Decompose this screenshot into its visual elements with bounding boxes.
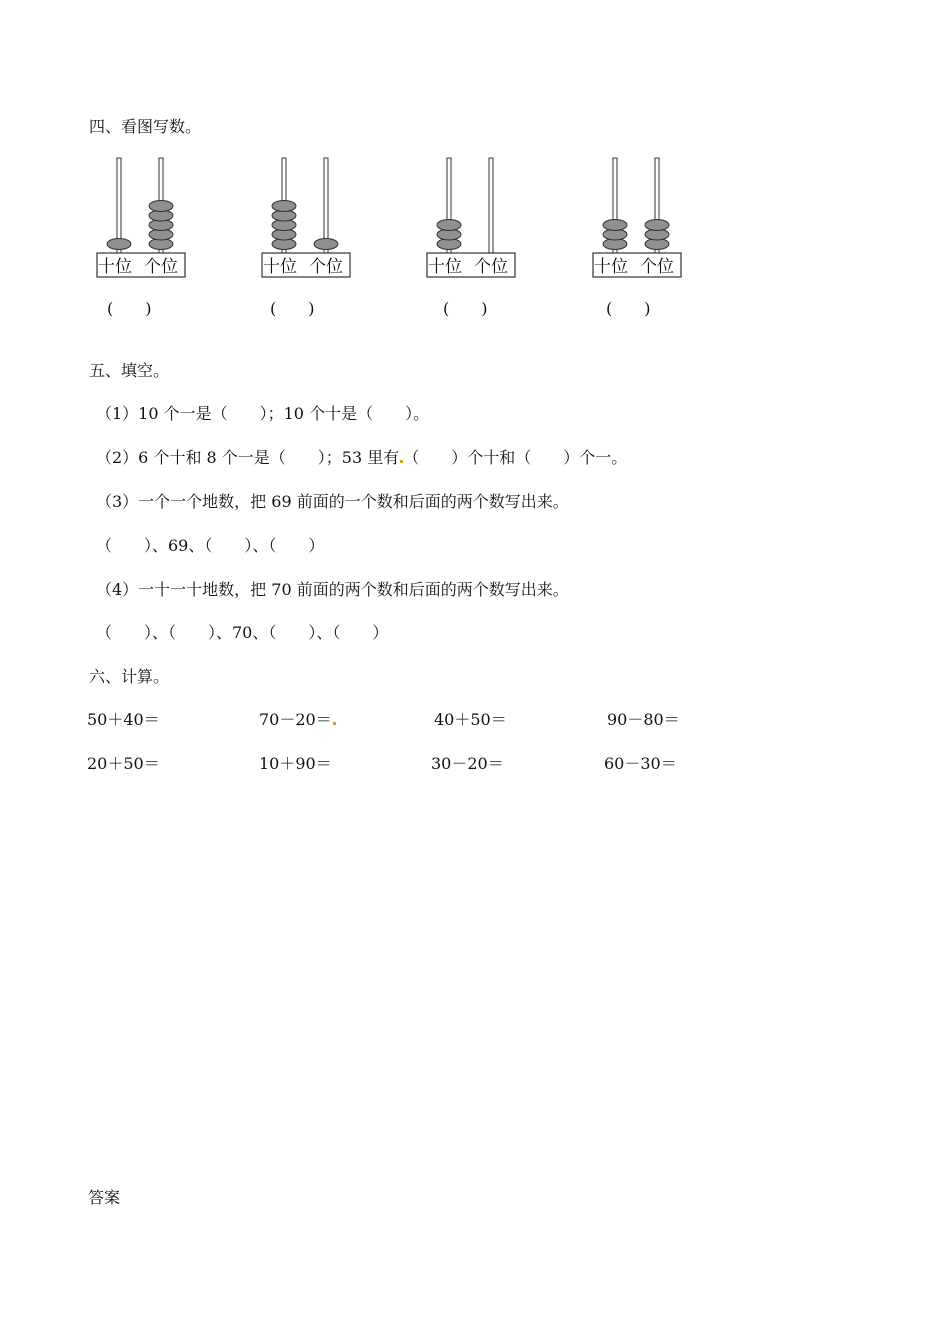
edit-mark	[333, 722, 336, 725]
tens-bead	[603, 220, 627, 231]
ones-bead	[149, 201, 173, 212]
abacus-drawing	[592, 150, 687, 285]
section6-title: 六、计算。	[89, 667, 170, 686]
tens-bead	[437, 220, 461, 231]
calc-item: 30－20＝	[431, 754, 504, 773]
abacus-answer-blank[interactable]: ( )	[107, 299, 152, 318]
section5-title: 五、填空。	[89, 361, 170, 380]
ones-label: 个位	[144, 257, 178, 277]
question-3-blanks[interactable]: （ ）、69、（ ）、（ ）	[96, 536, 325, 555]
calc-item: 50＋40＝	[87, 710, 160, 729]
question-2-part-a: （2）6 个十和 8 个一是（ ）；53 里有	[96, 448, 400, 467]
tens-label: 十位	[263, 257, 297, 277]
abacus-answer-blank[interactable]: ( )	[443, 299, 488, 318]
ones-label: 个位	[640, 257, 674, 277]
abacus-4	[592, 150, 687, 285]
question-1: （1）10 个一是（ ）；10 个十是（ ）。	[96, 404, 430, 423]
question-2	[96, 448, 627, 468]
abacus-answer-blank[interactable]: ( )	[270, 299, 315, 318]
abacus-1	[96, 150, 191, 285]
ones-bead	[314, 239, 338, 250]
calc-item: 40＋50＝	[434, 710, 507, 729]
tens-label: 十位	[428, 257, 462, 277]
calc-item: 20＋50＝	[87, 754, 160, 773]
ones-bead	[645, 220, 669, 231]
tens-bead	[107, 239, 131, 250]
abacus-2	[261, 150, 356, 285]
question-4-blanks[interactable]: （ ）、（ ）、70、（ ）、（ ）	[96, 623, 389, 642]
section4-title: 四、看图写数。	[89, 117, 202, 136]
question-3: （3）一个一个地数，把 69 前面的一个数和后面的两个数写出来。	[96, 492, 569, 511]
calc-item: 70－20＝	[259, 710, 336, 730]
tens-label: 十位	[594, 257, 628, 277]
tens-label: 十位	[98, 257, 132, 277]
calc-item: 90－80＝	[607, 710, 680, 729]
calc-item: 10＋90＝	[259, 754, 332, 773]
question-4: （4）一十一十地数，把 70 前面的两个数和后面的两个数写出来。	[96, 580, 569, 599]
abacus-answer-blank[interactable]: ( )	[606, 299, 651, 318]
abacus-drawing	[96, 150, 191, 285]
abacus-drawing	[261, 150, 356, 285]
answer-heading: 答案	[88, 1188, 121, 1207]
calc-item: 60－30＝	[604, 754, 677, 773]
abacus-drawing	[426, 150, 521, 285]
tens-bead	[272, 201, 296, 212]
question-2-part-b: （ ）个十和（ ）个一。	[403, 448, 628, 467]
ones-label: 个位	[309, 257, 343, 277]
abacus-3	[426, 150, 521, 285]
ones-label: 个位	[474, 257, 508, 277]
ones-rod	[489, 158, 493, 253]
